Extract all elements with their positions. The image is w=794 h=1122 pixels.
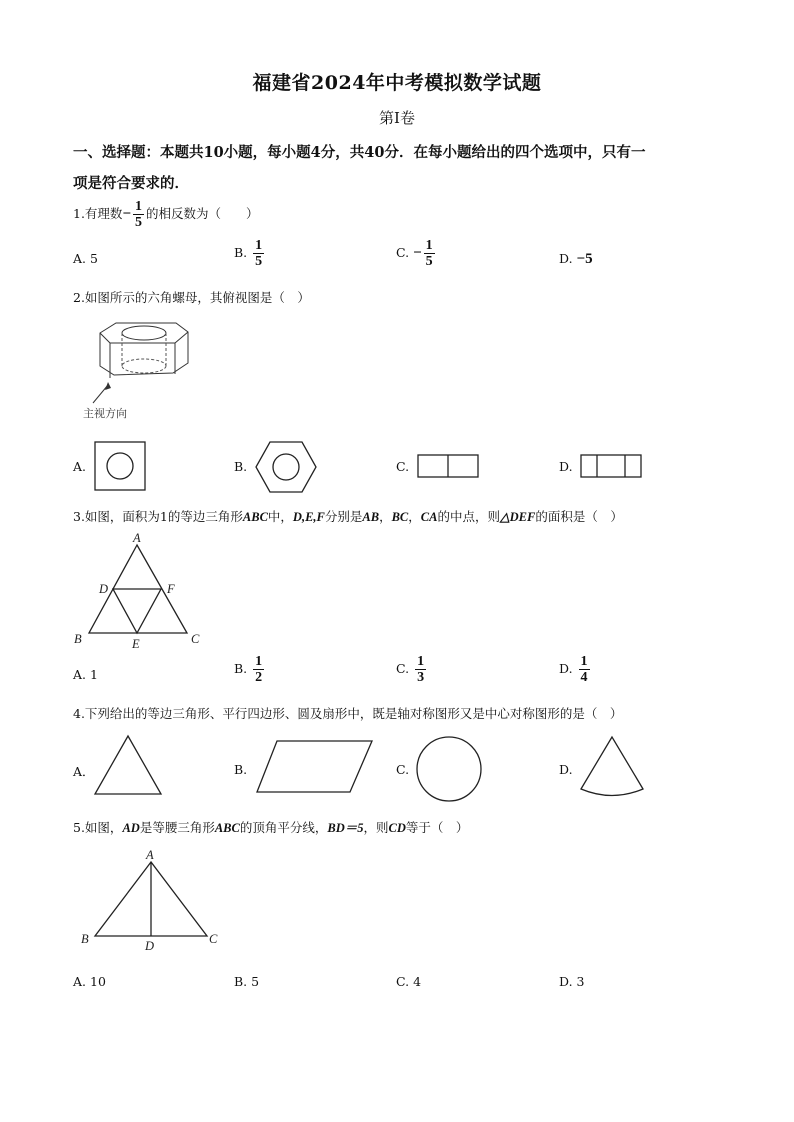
q1-minus: − [122, 206, 131, 222]
triangle-def-figure [70, 530, 210, 655]
q3-option-c[interactable] [396, 654, 428, 685]
q3-option-d[interactable] [559, 654, 592, 685]
q2-option-d-figure[interactable] [580, 453, 644, 479]
option-fraction [424, 238, 435, 269]
q2-option-a-figure[interactable] [93, 440, 147, 492]
frac-den: 5 [425, 254, 433, 269]
q3-option-b[interactable] [234, 654, 266, 685]
q1-option-a[interactable] [73, 251, 98, 266]
circle-shape [107, 453, 133, 479]
q1-frac-den: 5 [135, 215, 142, 230]
option-letter: D. [559, 661, 573, 676]
option-text: 5 [90, 251, 98, 266]
option-letter: B. [234, 974, 248, 989]
q2-option-a-label[interactable]: A. [73, 459, 87, 474]
triangle-def [113, 589, 161, 633]
label-e: E [132, 637, 140, 651]
q5-math: ABC [214, 821, 240, 835]
square-shape [95, 442, 145, 490]
sector-shape [581, 737, 643, 796]
q5-option-c[interactable] [396, 974, 421, 989]
q1-frac-num: 1 [135, 199, 142, 214]
q4-option-d-label[interactable]: D. [559, 762, 573, 777]
q1-suffix: 的相反数为（ ） [146, 206, 259, 221]
parallelogram-shape [257, 741, 372, 792]
frac-num: 1 [417, 654, 425, 669]
q4-option-b-label[interactable]: B. [234, 762, 248, 777]
nut-hole-bottom [122, 359, 166, 373]
q2-option-b-label[interactable]: B. [234, 459, 248, 474]
view-direction-caption: 主视方向 [83, 407, 127, 420]
label-c: C [191, 632, 200, 646]
q1-fraction [133, 199, 144, 230]
frac-num: 1 [425, 238, 433, 253]
q5-text: 的顶角平分线， [239, 820, 328, 835]
label-b: B [74, 632, 82, 646]
question-4: 4.下列给出的等边三角形、平行四边形、圆及扇形中，既是轴对称图形又是中心对称图形的是（ ） [73, 706, 623, 721]
hexagon-shape [256, 442, 316, 492]
q5-option-d[interactable] [559, 974, 585, 989]
option-sign: − [413, 245, 422, 261]
section-heading-line2: 项是符合要求的． [73, 175, 189, 192]
option-letter: C. [396, 974, 410, 989]
label-f: F [167, 582, 175, 596]
page-title: 福建省2024年中考模拟数学试题 [252, 72, 542, 94]
q3-math: ABC [242, 510, 268, 524]
q5-text: 等于（ ） [405, 820, 469, 835]
q2-option-c-figure[interactable] [417, 453, 481, 479]
label-a: A [133, 531, 141, 545]
nut-top-edge [100, 332, 188, 343]
q5-math: BD＝5 [327, 821, 364, 835]
option-text: 10 [90, 974, 106, 989]
q3-math: D,E,F [292, 510, 325, 524]
section-heading-line1: 一、选择题：本题共10小题，每小题4分，共40分．在每小题给出的四个选项中，只有一 [73, 144, 646, 161]
label-c: C [209, 932, 218, 946]
q3-text: 3.如图，面积为1的等边三角形 [73, 509, 243, 524]
q2-option-c-label[interactable]: C. [396, 459, 410, 474]
option-text: 4 [413, 974, 422, 989]
frac-den: 5 [255, 254, 263, 269]
volume-label: 第Ⅰ卷 [379, 109, 415, 127]
option-letter: A. [73, 974, 87, 989]
option-letter: A. [73, 251, 87, 266]
q2-option-d-label[interactable]: D. [559, 459, 573, 474]
option-text: 1 [90, 667, 98, 682]
equilateral-triangle-shape [95, 736, 161, 794]
nut-hole-top [122, 326, 166, 340]
circle-shape [273, 454, 299, 480]
q5-text: 是等腰三角形 [139, 820, 215, 835]
option-fraction [415, 654, 426, 685]
q4-option-c-label[interactable]: C. [396, 762, 410, 777]
q4-option-a-label[interactable]: A． [73, 764, 95, 779]
q5-text: ，则 [363, 820, 389, 835]
option-letter: C. [396, 245, 410, 260]
option-fraction [253, 238, 264, 269]
option-text: 5 [251, 974, 260, 989]
q5-option-b[interactable] [234, 974, 259, 989]
q4-option-a-figure[interactable] [93, 734, 163, 798]
q5-option-a[interactable] [73, 974, 106, 989]
option-text: 3 [576, 974, 585, 989]
label-d: D [99, 582, 109, 596]
label-a: A [146, 848, 154, 862]
q5-text: 5.如图， [73, 820, 123, 835]
q3-text: ， [379, 509, 392, 524]
label-b: B [81, 932, 89, 946]
frac-num: 1 [255, 654, 263, 669]
q1-option-d[interactable] [559, 251, 593, 268]
q5-math: CD [388, 821, 406, 835]
frac-den: 3 [417, 670, 425, 685]
q4-option-c-figure[interactable] [414, 734, 484, 804]
q1-option-b[interactable] [234, 238, 266, 269]
q3-text: ， [408, 509, 421, 524]
question-1 [73, 199, 259, 230]
circle-shape [417, 737, 481, 801]
option-fraction [253, 654, 264, 685]
q4-option-d-figure[interactable] [578, 734, 648, 800]
q3-text: 的中点，则 [437, 509, 500, 524]
hex-nut-figure [78, 318, 198, 423]
q3-text: 分别是 [324, 509, 363, 524]
arrow-head [105, 382, 111, 390]
q5-math: AD [122, 821, 140, 835]
q3-text: 中， [267, 509, 293, 524]
q3-math: CA [420, 510, 438, 524]
question-3 [73, 507, 623, 525]
q3-option-a[interactable] [73, 667, 98, 682]
question-2: 2.如图所示的六角螺母，其俯视图是（ ） [73, 290, 310, 305]
q1-option-c[interactable] [396, 238, 437, 269]
option-letter: D. [559, 251, 573, 266]
option-letter: D. [559, 974, 573, 989]
rect-shape [581, 455, 641, 477]
option-letter: B. [234, 661, 248, 676]
q3-math: AB [362, 510, 380, 524]
frac-den: 2 [255, 670, 263, 685]
frac-num: 1 [580, 654, 588, 669]
q4-option-b-figure[interactable] [255, 739, 375, 795]
option-letter: B. [234, 245, 248, 260]
q3-math: BC [391, 510, 409, 524]
option-text: −5 [576, 251, 593, 267]
question-5 [73, 818, 468, 836]
q3-text: 的面积是（ ） [535, 509, 623, 524]
label-d: D [145, 939, 155, 953]
frac-den: 4 [580, 670, 588, 685]
q3-math: △DEF [500, 510, 536, 524]
option-letter: C. [396, 661, 410, 676]
frac-num: 1 [255, 238, 263, 253]
option-fraction [579, 654, 590, 685]
isosceles-triangle-figure [75, 846, 235, 956]
arrow-line [93, 385, 108, 403]
option-letter: A. [73, 667, 87, 682]
q2-option-b-figure[interactable] [254, 440, 318, 494]
q1-prefix: 1.有理数 [73, 206, 123, 221]
